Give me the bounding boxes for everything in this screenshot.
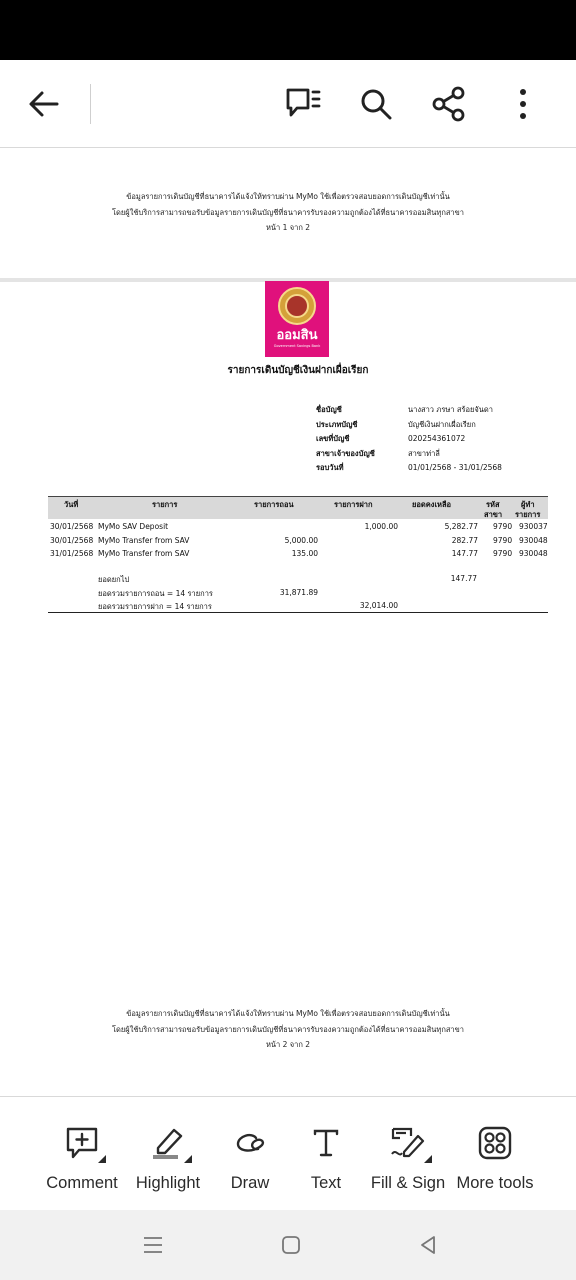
info-row: สาขาเจ้าของบัญชี สาขาท่าลี่ [316, 448, 440, 458]
logo-text: ออมสิน [276, 328, 318, 343]
col-branch-code-2: สาขา [484, 510, 503, 519]
footer-line-2: โดยผู้ใช้บริการสามารถขอรับข้อมูลรายการเดินบัญชีที่ธนาคารรับรองความถูกต้องได้ที่ธนาคารออมสินทุกสาขา [112, 207, 464, 217]
carry-forward-label: ยอดยกไป [98, 575, 130, 584]
account-info [316, 403, 558, 476]
comment-add-icon [62, 1123, 102, 1163]
draw-tool-button[interactable]: Draw [228, 1097, 272, 1211]
comment-tool-button[interactable]: Comment [46, 1097, 118, 1211]
pdf-document-view[interactable] [0, 149, 576, 1096]
col-date: วันที่ [64, 500, 79, 509]
col-balance: ยอดคงเหลือ [412, 500, 452, 509]
col-operator-2: รายการ [515, 510, 541, 519]
statement-title: รายการเดินบัญชีเงินฝากเผื่อเรียก [227, 365, 369, 376]
table-header [48, 496, 548, 519]
carry-forward-value: 147.77 [450, 574, 477, 583]
text-tool-button[interactable]: Text [306, 1097, 346, 1211]
col-branch-code: รหัส [486, 500, 500, 509]
search-icon[interactable] [354, 82, 398, 126]
info-row: เลขที่บัญชี 020254361072 [316, 434, 466, 444]
more-vertical-icon[interactable] [501, 82, 545, 126]
highlight-tool-button[interactable]: Highlight [135, 1097, 201, 1211]
fill-sign-icon [388, 1123, 428, 1163]
table-bottom-rule [48, 612, 548, 613]
page-1-footer [0, 189, 576, 236]
top-app-bar [0, 60, 576, 148]
info-row: รอบวันที่ 01/01/2568 - 31/01/2568 [316, 463, 502, 473]
table-row: 31/01/2568 MyMo Transfer from SAV 135.00 147.77 9790 930048 [50, 549, 548, 559]
deposit-total-label: ยอดรวมรายการฝาก = 14 รายการ [98, 602, 212, 611]
back-icon[interactable] [415, 1232, 441, 1258]
transaction-table [48, 496, 548, 561]
footer-line-1: ข้อมูลรายการเดินบัญชีที่ธนาคารได้แจ้งให้ทราบผ่าน MyMo ใช้เพื่อตรวจสอบยอดการเดินบัญชีเท่านั้น [126, 1009, 450, 1018]
col-desc: รายการ [152, 500, 178, 509]
toolbar-divider [90, 84, 91, 124]
home-icon[interactable] [278, 1232, 304, 1258]
withdraw-total-label: ยอดรวมรายการถอน = 14 รายการ [98, 589, 213, 598]
grid-icon [475, 1123, 515, 1163]
page-number: หน้า 2 จาก 2 [265, 1040, 311, 1049]
footer-line-1: ข้อมูลรายการเดินบัญชีที่ธนาคารได้แจ้งให้ทราบผ่าน MyMo ใช้เพื่อตรวจสอบยอดการเดินบัญชีเท่านั้น [126, 192, 450, 201]
arrow-left-icon[interactable] [22, 82, 66, 126]
col-deposit: รายการฝาก [334, 500, 373, 509]
table-row: 30/01/2568 MyMo SAV Deposit 1,000.00 5,282.77 9790 930037 [50, 522, 548, 531]
system-nav-bar [0, 1210, 576, 1280]
page-2-footer [0, 1006, 576, 1053]
more-tools-button[interactable]: More tools [455, 1097, 535, 1211]
info-row: ชื่อบัญชี นางสาว ภรษา สร้อยจันดา [316, 405, 494, 414]
page-number: หน้า 1 จาก 2 [265, 223, 311, 232]
bottom-toolbar [0, 1096, 576, 1210]
highlighter-icon [148, 1123, 188, 1163]
comment-list-icon[interactable] [281, 82, 325, 126]
draw-icon [230, 1123, 270, 1163]
col-withdraw: รายการถอน [254, 500, 294, 509]
table-row: 30/01/2568 MyMo Transfer from SAV 5,000.00 282.77 9790 930048 [50, 535, 548, 545]
footer-line-2: โดยผู้ใช้บริการสามารถขอรับข้อมูลรายการเดินบัญชีที่ธนาคารรับรองความถูกต้องได้ที่ธนาคารออมสินทุกสาขา [112, 1024, 464, 1034]
col-operator: ผู้ทำ [521, 500, 535, 509]
logo-seal-icon [278, 287, 316, 325]
text-icon [306, 1123, 346, 1163]
share-icon[interactable] [427, 82, 471, 126]
withdraw-total-value: 31,871.89 [279, 588, 318, 597]
deposit-total-value: 32,014.00 [359, 601, 398, 610]
gsb-logo [265, 281, 329, 357]
logo-subtext: Government Savings Bank [273, 344, 321, 348]
fill-sign-tool-button[interactable]: Fill & Sign [369, 1097, 447, 1211]
status-bar [0, 0, 576, 60]
info-row: ประเภทบัญชี บัญชีเงินฝากเผื่อเรียก [316, 419, 476, 429]
recent-apps-icon[interactable] [140, 1232, 166, 1258]
